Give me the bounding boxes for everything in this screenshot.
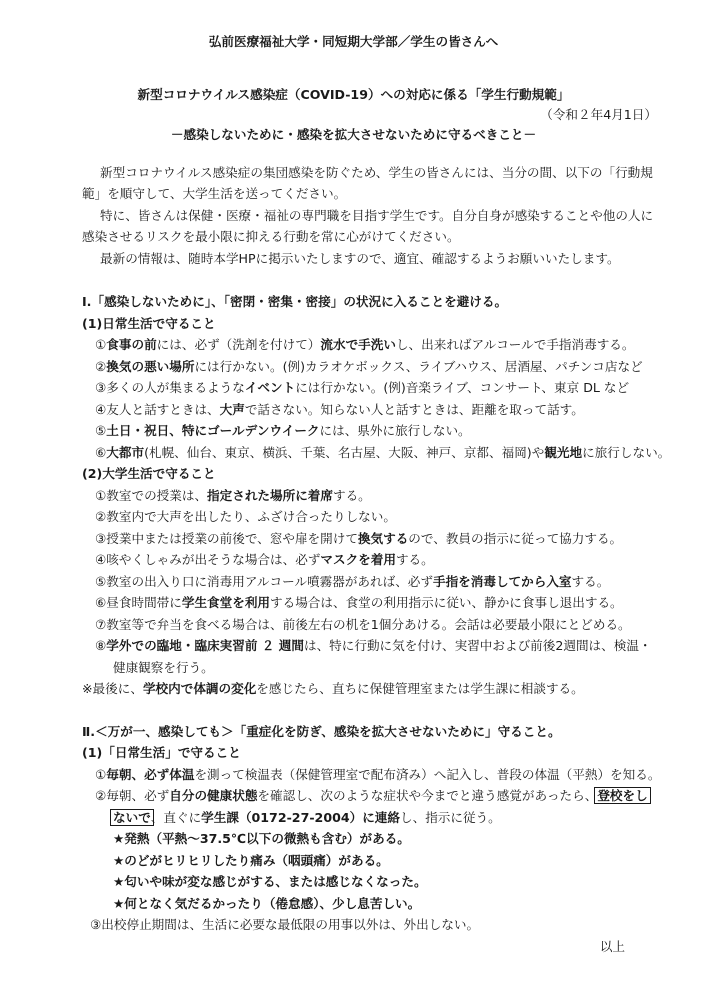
symptom-item: ★匂いや味が変な感じがする、または感じなくなった。 (113, 874, 427, 889)
symptom-item: ★のどがヒリヒリしたり痛み（咽頭痛）がある。 (113, 853, 389, 868)
symptom-item: ★発熱（平熱～37.5℃以下の微熱も含む）がある。 (113, 831, 410, 846)
rule-item: ③出校停止期間は、生活に必要な最低限の用事以外は、外出しない。 (90, 917, 480, 932)
section-1-heading: Ⅰ.「感染しないために」、「密閉・密集・密接」の状況に入ることを避ける。 (82, 294, 508, 309)
rule-item: ①教室での授業は、指定された場所に着席する。 (95, 488, 371, 503)
symptom-item: ★何となく気だるかったり（倦怠感）、少し息苦しい。 (113, 896, 421, 911)
rule-item-continuation: 健康観察を行う。 (113, 660, 214, 675)
rule-item: ①食事の前には、必ず（洗剤を付けて）流水で手洗いし、出来ればアルコールで手指消毒する。 (95, 337, 635, 352)
rule-item: ⑦教室等で弁当を食べる場合は、前後左右の机を1個分あける。会話は必要最小限にとどめる。 (95, 617, 631, 632)
intro-paragraph-3: 最新の情報は、随時本学HPに掲示いたしますので、適宜、確認するようお願いいたします。 (100, 251, 620, 266)
intro-paragraph-2-line-1: 特に、皆さんは保健・医療・福祉の専門職を目指す学生です。自分自身が感染することや他の人に (100, 208, 654, 223)
rule-item: ②換気の悪い場所には行かない。(例)カラオケボックス、ライブハウス、居酒屋、パチンコ店など (95, 359, 643, 374)
section-1-sub-1-heading: (1)日常生活で守ること (82, 316, 216, 331)
rule-item: ⑥昼食時間帯に学生食堂を利用する場合は、食堂の利用指示に従い、静かに食事し退出する。 (95, 595, 623, 610)
rule-item: ⑥大都市(札幌、仙台、東京、横浜、千葉、名古屋、大阪、神戸、京都、福岡)や観光地に旅行しない。 (95, 445, 671, 460)
rule-item: ②毎朝、必ず自分の健康状態を確認し、次のような症状や今までと違う感覚があったら、登校をし (95, 787, 648, 805)
addressee: 弘前医療福祉大学・同短期大学部／学生の皆さんへ (208, 34, 499, 49)
intro-paragraph-1-line-2: 範」を順守して、大学生活を送ってください。 (82, 186, 347, 201)
section-2-sub-1-heading: (1)「日常生活」で守ること (82, 745, 241, 760)
rule-item: ②教室内で大声を出したり、ふざけ合ったりしない。 (95, 509, 396, 524)
boxed-emphasis: 登校をし (594, 787, 650, 804)
intro-paragraph-2-line-2: 感染させるリスクを最小限に抑える行動を常に心がけてください。 (82, 229, 460, 244)
boxed-emphasis: ないで (110, 809, 154, 826)
section-1-note: ※最後に、学校内で体調の変化を感じたら、直ちに保健管理室または学生課に相談する。 (82, 681, 584, 696)
section-2-heading: Ⅱ.＜万が一、感染しても＞「重症化を防ぎ、感染を拡大させないために」守ること。 (82, 724, 561, 739)
rule-item: ③多くの人が集まるようなイベントには行かない。(例)音楽ライブ、コンサート、東京 DL など (95, 380, 630, 395)
document-title: 新型コロナウイルス感染症（COVID-19）への対応に係る「学生行動規範」 (137, 87, 570, 102)
rule-item: ⑤土日・祝日、特にゴールデンウイークには、県外に旅行しない。 (95, 423, 471, 438)
rule-item: ①毎朝、必ず体温を測って検温表（保健管理室で配布済み）へ記入し、普段の体温（平熱）を知る。 (95, 767, 661, 782)
intro-paragraph-1-line-1: 新型コロナウイルス感染症の集団感染を防ぐため、学生の皆さんには、当分の間、以下の「行動規 (100, 165, 653, 180)
issue-date: （令和２年4月1日） (540, 107, 657, 122)
rule-item: ③授業中または授業の前後で、窓や扉を開けて換気するので、教員の指示に従って協力する。 (95, 531, 623, 546)
rule-item-continuation: ないで、直ぐに学生課（0172-27-2004）に連絡し、指示に従う。 (113, 809, 501, 827)
rule-item: ④咳やくしゃみが出そうな場合は、必ずマスクを着用する。 (95, 552, 434, 567)
closing-remark: 以上 (599, 939, 625, 954)
rule-item: ⑤教室の出入り口に消毒用アルコール噴霧器があれば、必ず手指を消毒してから入室する。 (95, 574, 610, 589)
document-subtitle: －感染しないために・感染を拡大させないために守るべきこと－ (170, 127, 537, 142)
section-1-sub-2-heading: (2)大学生活で守ること (82, 466, 216, 481)
rule-item: ⑧学外での臨地・臨床実習前 ２ 週間は、特に行動に気を付け、実習中および前後2週間は、検温・ (95, 638, 652, 653)
rule-item: ④友人と話すときは、大声で話さない。知らない人と話すときは、距離を取って話す。 (95, 402, 584, 417)
